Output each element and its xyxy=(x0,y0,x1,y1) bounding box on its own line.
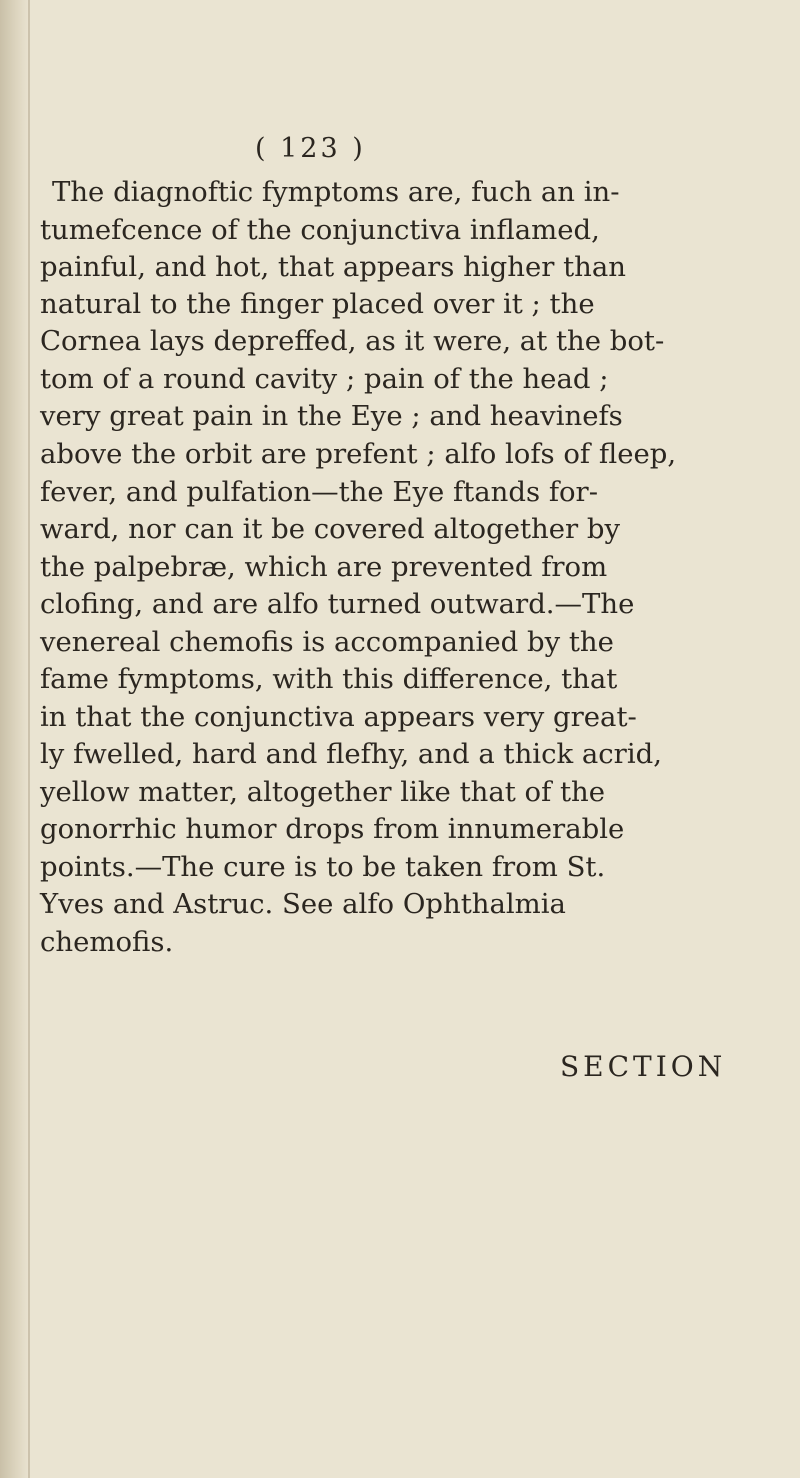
text-line: ward, nor can it be covered altogether by xyxy=(40,513,621,545)
text-line: chemofis. xyxy=(40,926,174,958)
text-line: gonorrhic humor drops from innumerable xyxy=(40,813,625,845)
text-line: Cornea lays depreffed, as it were, at the bot- xyxy=(40,325,665,357)
text-line: the palpebræ, which are prevented from xyxy=(40,551,608,583)
page-edge-shadow xyxy=(0,0,30,1478)
text-line: Yves and Astruc. See alfo Ophthalmia xyxy=(40,888,566,920)
text-line: natural to the finger placed over it ; the xyxy=(40,288,595,320)
text-line: yellow matter, altogether like that of the xyxy=(40,776,606,808)
text-line: ly fwelled, hard and flefhy, and a thick acrid, xyxy=(40,738,662,770)
text-line: tom of a round cavity ; pain of the head ; xyxy=(40,363,609,395)
text-line: painful, and hot, that appears higher than xyxy=(40,251,626,283)
text-line: venereal chemofis is accompanied by the xyxy=(40,626,614,658)
catchword: SECTION xyxy=(560,1050,727,1083)
page-gutter-line xyxy=(28,0,30,1478)
text-line: The diagnoftic fymptoms are, fuch an in- xyxy=(52,176,620,208)
text-line: fever, and pulfation—the Eye ftands for- xyxy=(40,476,598,508)
page-number: ( 123 ) xyxy=(255,133,366,164)
text-line: fame fymptoms, with this difference, that xyxy=(40,663,618,695)
text-line: very great pain in the Eye ; and heavinefs xyxy=(40,400,623,432)
text-line: points.—The cure is to be taken from St. xyxy=(40,851,606,883)
text-line: tumefcence of the conjunctiva inflamed, xyxy=(40,214,600,246)
text-line: above the orbit are prefent ; alfo lofs of fleep, xyxy=(40,438,677,470)
text-line: in that the conjunctiva appears very great- xyxy=(40,701,637,733)
text-line: clofing, and are alfo turned outward.—The xyxy=(40,588,635,620)
